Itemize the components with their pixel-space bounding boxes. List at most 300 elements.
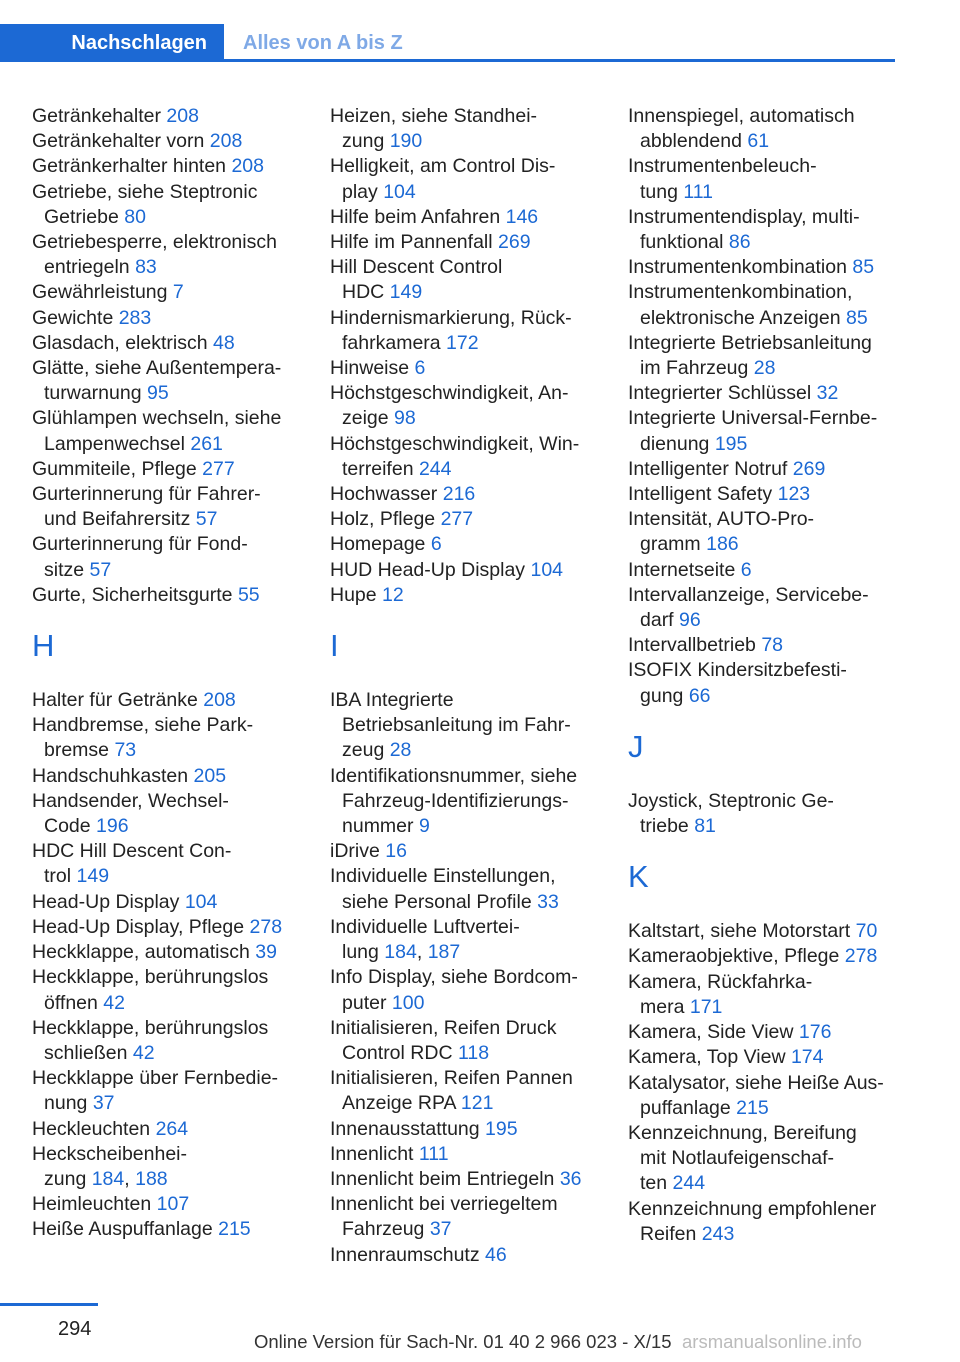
index-entry xyxy=(32,839,322,889)
index-entry-text: Heckklappe, automatisch 39 xyxy=(32,941,277,964)
page-number: 294 xyxy=(58,1318,92,1340)
index-entry-text: Hindernismarkierung, Rück‐ xyxy=(330,306,572,329)
page-link[interactable]: 244 xyxy=(418,457,452,480)
page-link[interactable]: 32 xyxy=(816,382,839,405)
index-entry-text: Holz, Pflege 277 xyxy=(330,508,474,531)
index-entry-text: Anzeige RPA 121 xyxy=(342,1092,494,1115)
index-entry-text: abblendend 61 xyxy=(640,130,770,153)
index-entry-text: ISOFIX Kindersitzbefesti‐ xyxy=(628,659,847,682)
page-link[interactable]: 36 xyxy=(559,1167,582,1190)
index-entry xyxy=(32,482,322,532)
index-entry xyxy=(330,583,620,608)
index-entry-text: Heimleuchten 107 xyxy=(32,1193,190,1216)
index-entry xyxy=(628,1197,920,1247)
page-link[interactable]: 190 xyxy=(389,130,423,153)
index-entry-text: darf 96 xyxy=(640,609,701,632)
index-entry-text: terreifen 244 xyxy=(342,457,452,480)
index-entry-text: Kameraobjektive, Pflege 278 xyxy=(628,945,878,968)
index-entry xyxy=(628,381,920,406)
page-link[interactable]: 70 xyxy=(855,920,878,943)
page-link[interactable]: 16 xyxy=(385,840,407,863)
index-entry xyxy=(330,764,620,840)
index-entry-text: Fahrzeug-Identifizierungs‐ xyxy=(342,789,569,812)
index-entry xyxy=(32,406,322,456)
index-entry xyxy=(330,864,620,914)
index-entry-text: Kennzeichnung, Bereifung xyxy=(628,1121,857,1144)
index-entry-text: HDC 149 xyxy=(342,281,423,304)
index-entry xyxy=(330,507,620,532)
page-link[interactable]: 208 xyxy=(209,130,243,153)
index-entry-text: Fahrzeug 37 xyxy=(342,1218,452,1241)
index-entry-text: Lampenwechsel 261 xyxy=(44,432,223,455)
index-entry-text: Heckklappe über Fernbedie‐ xyxy=(32,1067,279,1090)
page-link[interactable]: 57 xyxy=(89,558,112,581)
index-entry xyxy=(330,205,620,230)
index-entry xyxy=(330,432,620,482)
index-entry xyxy=(628,1121,920,1197)
index-entry-text: Gurte, Sicherheitsgurte 55 xyxy=(32,583,260,606)
page-link[interactable]: 215 xyxy=(736,1096,769,1119)
index-entry-text: Initialisieren, Reifen Pannen xyxy=(330,1067,573,1090)
index-entry-text: Innenspiegel, automatisch xyxy=(628,105,855,127)
index-entry xyxy=(330,230,620,255)
index-entry-text: Code 196 xyxy=(44,815,129,838)
index-entry-text: Gummiteile, Pflege 277 xyxy=(32,457,235,480)
page-link[interactable]: 208 xyxy=(166,105,199,127)
index-entry xyxy=(32,940,322,965)
page-link[interactable]: 205 xyxy=(193,764,227,787)
page-link[interactable]: 12 xyxy=(382,583,404,606)
index-entry-text: Instrumentenkombination, xyxy=(628,281,853,304)
index-entry-text: Kaltstart, siehe Motorstart 70 xyxy=(628,920,878,943)
index-entry-text: gung 66 xyxy=(640,684,711,707)
index-entry-text: IBA Integrierte xyxy=(330,689,454,712)
index-entry xyxy=(330,558,620,583)
index-entry xyxy=(330,381,620,431)
index-entry-text: Intervallbetrieb 78 xyxy=(628,634,784,657)
index-entry-text: lung 184, 187 xyxy=(342,941,461,964)
index-entry-text: Handschuhkasten 205 xyxy=(32,764,227,787)
index-entry-text: mera 171 xyxy=(640,995,723,1018)
index-entry xyxy=(32,129,322,154)
index-entry-text: Handsender, Wechsel‐ xyxy=(32,789,229,812)
page-link[interactable]: 42 xyxy=(103,991,125,1014)
page-link[interactable]: 278 xyxy=(844,945,878,968)
page-link[interactable]: 184 xyxy=(91,1167,125,1190)
index-entry-text: trol 149 xyxy=(44,865,110,888)
page-link[interactable]: 146 xyxy=(505,205,539,228)
index-entry-text: Integrierte Betriebsanleitung xyxy=(628,331,872,354)
page-link[interactable]: 269 xyxy=(498,231,531,254)
index-entry-text: Kamera, Side View 176 xyxy=(628,1021,832,1044)
index-entry-text: Joystick, Steptronic Ge‐ xyxy=(628,789,834,812)
index-entry-text: Instrumentenbeleuch‐ xyxy=(628,155,817,178)
index-entry xyxy=(628,104,920,154)
page-link[interactable]: 171 xyxy=(689,995,723,1018)
index-column-2 xyxy=(330,104,620,1268)
page-link[interactable]: 149 xyxy=(389,281,423,304)
index-entry xyxy=(32,532,322,582)
index-entry-text: mit Notlaufeigenschaf‐ xyxy=(640,1147,835,1170)
index-entry-text: Instrumentendisplay, multi‐ xyxy=(628,205,860,228)
index-entry xyxy=(330,1117,620,1142)
index-entry xyxy=(628,507,920,557)
page-link[interactable]: 66 xyxy=(688,684,711,707)
page-link[interactable]: 176 xyxy=(798,1021,832,1044)
index-entry-text: Hupe 12 xyxy=(330,583,404,606)
index-entry-text: play 104 xyxy=(342,180,416,203)
footer-divider xyxy=(0,1303,98,1306)
index-entry-text: sitze 57 xyxy=(44,558,112,581)
index-entry-text: Hinweise 6 xyxy=(330,357,426,380)
index-entry-text: entriegeln 83 xyxy=(44,256,157,279)
index-entry-text: Homepage 6 xyxy=(330,533,442,556)
index-entry xyxy=(628,944,920,969)
index-entry xyxy=(32,104,322,129)
index-entry-text: Heckklappe, berührungslos xyxy=(32,1016,269,1039)
index-entry xyxy=(330,915,620,965)
index-entry-text: Getränkehalter vorn 208 xyxy=(32,130,243,153)
page-link[interactable]: 123 xyxy=(777,483,811,506)
index-entry xyxy=(330,154,620,204)
index-entry-text: zeug 28 xyxy=(342,739,412,762)
index-entry xyxy=(32,230,322,280)
index-entry xyxy=(330,688,620,764)
index-entry xyxy=(628,583,920,633)
index-entry xyxy=(32,583,322,608)
page-link[interactable]: 107 xyxy=(156,1193,190,1216)
page-link[interactable]: 104 xyxy=(383,180,416,203)
index-entry xyxy=(628,970,920,1020)
page-link[interactable]: 149 xyxy=(76,865,110,888)
page-link[interactable]: 195 xyxy=(714,432,748,455)
index-entry xyxy=(32,789,322,839)
page-link[interactable]: 283 xyxy=(118,306,152,329)
index-entry-text: Glätte, siehe Außentempera‐ xyxy=(32,357,282,380)
index-entry-text: HDC Hill Descent Con‐ xyxy=(32,840,232,863)
index-entry xyxy=(32,1192,322,1217)
page-link[interactable]: 81 xyxy=(694,815,716,838)
index-entry-text: bremse 73 xyxy=(44,739,137,762)
index-entry xyxy=(32,306,322,331)
page-link[interactable]: 111 xyxy=(418,1142,449,1165)
index-entry-text: Höchstgeschwindigkeit, An‐ xyxy=(330,382,569,405)
index-entry-text: Integrierte Universal-Fernbe‐ xyxy=(628,407,878,430)
page-link[interactable]: 85 xyxy=(845,306,868,329)
page-link[interactable]: 78 xyxy=(761,634,784,657)
index-entry-text: elektronische Anzeigen 85 xyxy=(640,306,868,329)
page-link[interactable]: 80 xyxy=(124,205,146,228)
index-entry xyxy=(330,1066,620,1116)
index-entry-text: Gurterinnerung für Fahrer‐ xyxy=(32,483,261,506)
index-entry xyxy=(628,205,920,255)
index-entry xyxy=(628,406,920,456)
page-link[interactable]: 7 xyxy=(172,281,184,304)
index-entry-text: schließen 42 xyxy=(44,1041,155,1064)
page-link[interactable]: 28 xyxy=(389,739,412,762)
index-entry xyxy=(330,1167,620,1192)
index-entry xyxy=(628,482,920,507)
index-entry xyxy=(32,331,322,356)
index-entry-text: Individuelle Einstellungen, xyxy=(330,865,556,888)
index-entry-text: Innenlicht bei verriegeltem xyxy=(330,1193,558,1216)
index-entry xyxy=(32,890,322,915)
index-entry-text: Control RDC 118 xyxy=(342,1041,490,1064)
index-entry-text: Instrumentenkombination 85 xyxy=(628,256,875,279)
tab-alles-von-a-bis-z[interactable]: Alles von A bis Z xyxy=(243,31,403,54)
index-entry xyxy=(330,255,620,305)
page-link[interactable]: 6 xyxy=(414,357,426,380)
page-link[interactable]: 121 xyxy=(460,1092,494,1115)
index-entry-text: Integrierter Schlüssel 32 xyxy=(628,382,839,405)
page-link[interactable]: 244 xyxy=(672,1172,706,1195)
page-link[interactable]: 104 xyxy=(184,890,218,913)
index-entry xyxy=(330,1016,620,1066)
index-entry-text: Hilfe beim Anfahren 146 xyxy=(330,205,539,228)
index-entry-text: Intensität, AUTO-Pro‐ xyxy=(628,508,815,531)
index-entry xyxy=(32,688,322,713)
index-entry xyxy=(32,457,322,482)
index-entry xyxy=(32,180,322,230)
index-entry xyxy=(32,1117,322,1142)
index-entry xyxy=(628,919,920,944)
page-link[interactable]: 42 xyxy=(132,1041,155,1064)
page-link[interactable]: 86 xyxy=(728,231,751,254)
page-link[interactable]: 243 xyxy=(701,1222,735,1245)
index-entry xyxy=(32,713,322,763)
index-letter-heading: I xyxy=(330,628,339,664)
index-entry-text: gramm 186 xyxy=(640,533,739,556)
index-entry-text: Head-Up Display 104 xyxy=(32,890,218,913)
index-entry xyxy=(330,1192,620,1242)
page-link[interactable]: 261 xyxy=(190,432,223,455)
index-entry-text: Glühlampen wechseln, siehe xyxy=(32,407,282,430)
index-entry-text: fahrkamera 172 xyxy=(342,331,479,354)
index-entry-text: Heckscheibenhei‐ xyxy=(32,1142,188,1165)
page-link[interactable]: 187 xyxy=(427,941,461,964)
index-entry-text: funktional 86 xyxy=(640,231,751,254)
index-entry-text: Helligkeit, am Control Dis‐ xyxy=(330,155,556,178)
page-link[interactable]: 48 xyxy=(213,331,235,354)
index-entry xyxy=(628,633,920,658)
page-link[interactable]: 6 xyxy=(430,533,442,556)
index-entry-text: Heiße Auspuffanlage 215 xyxy=(32,1218,251,1241)
index-entry xyxy=(628,331,920,381)
index-entry-text: Getränkehalter 208 xyxy=(32,105,199,127)
page-link[interactable]: 46 xyxy=(485,1243,507,1266)
index-entry-text: zung 184, 188 xyxy=(44,1167,168,1190)
index-letter-heading: K xyxy=(628,859,649,895)
index-entry xyxy=(628,1071,920,1121)
index-entry xyxy=(628,789,920,839)
index-entry xyxy=(32,1016,322,1066)
page-link[interactable]: 33 xyxy=(537,890,559,913)
page-link[interactable]: 269 xyxy=(792,457,826,480)
index-entry-text: Kamera, Rückfahrka‐ xyxy=(628,970,813,993)
index-entry-text: zeige 98 xyxy=(342,407,416,430)
index-entry xyxy=(32,965,322,1015)
index-entry xyxy=(628,280,920,330)
index-entry-text: iDrive 16 xyxy=(330,840,407,863)
index-entry-text: puffanlage 215 xyxy=(640,1096,769,1119)
index-entry-text: Gurterinnerung für Fond‐ xyxy=(32,533,248,556)
index-entry xyxy=(32,154,322,179)
index-entry-text: Kennzeichnung empfohlener xyxy=(628,1197,877,1220)
index-entry xyxy=(32,1142,322,1192)
index-entry xyxy=(32,356,322,406)
page-link[interactable]: 39 xyxy=(255,941,277,964)
watermark: arsmanualsonline.info xyxy=(682,1331,862,1352)
page-link[interactable]: 184 xyxy=(384,941,417,964)
index-entry-text: siehe Personal Profile 33 xyxy=(342,890,559,913)
index-entry-text: Innenraumschutz 46 xyxy=(330,1243,507,1266)
page-link[interactable]: 57 xyxy=(195,508,218,531)
index-entry xyxy=(628,457,920,482)
tab-nachschlagen[interactable]: Nachschlagen xyxy=(0,24,224,62)
index-entry xyxy=(32,280,322,305)
index-entry xyxy=(628,1045,920,1070)
index-entry xyxy=(32,1066,322,1116)
index-entry xyxy=(330,532,620,557)
index-entry-text: Heckleuchten 264 xyxy=(32,1117,189,1140)
index-entry-text: Halter für Getränke 208 xyxy=(32,689,236,712)
index-entry xyxy=(330,306,620,356)
page-link[interactable]: 195 xyxy=(485,1117,518,1140)
page-link[interactable]: 96 xyxy=(679,609,701,632)
index-entry-text: öffnen 42 xyxy=(44,991,125,1014)
index-entry-text: Gewährleistung 7 xyxy=(32,281,184,304)
index-entry-text: und Beifahrersitz 57 xyxy=(44,508,218,531)
page-link[interactable]: 118 xyxy=(457,1041,490,1064)
index-entry-text: Heizen, siehe Standhei‐ xyxy=(330,105,538,127)
page-link[interactable]: 216 xyxy=(442,483,476,506)
page-link[interactable]: 100 xyxy=(391,991,425,1014)
index-entry xyxy=(628,558,920,583)
index-entry-text: HUD Head-Up Display 104 xyxy=(330,558,564,581)
page-link[interactable]: 98 xyxy=(394,407,416,430)
index-entry-text: Handbremse, siehe Park‐ xyxy=(32,714,254,737)
index-entry xyxy=(32,1217,322,1242)
index-entry-text: nummer 9 xyxy=(342,815,430,838)
index-entry-text: nung 37 xyxy=(44,1092,115,1115)
index-entry-text: dienung 195 xyxy=(640,432,748,455)
page-link[interactable]: 95 xyxy=(146,382,169,405)
page-link[interactable]: 215 xyxy=(218,1218,251,1241)
index-entry-text: triebe 81 xyxy=(640,815,716,838)
page-link[interactable]: 208 xyxy=(231,155,264,178)
page-link[interactable]: 55 xyxy=(237,583,260,606)
index-entry-text: Hill Descent Control xyxy=(330,256,503,279)
index-entry-text: puter 100 xyxy=(342,991,425,1014)
index-entry-text: Heckklappe, berührungslos xyxy=(32,966,269,989)
page-link[interactable]: 264 xyxy=(155,1117,189,1140)
index-entry-text: Intelligenter Notruf 269 xyxy=(628,457,826,480)
page-link[interactable]: 104 xyxy=(530,558,564,581)
index-entry-text: zung 190 xyxy=(342,130,423,153)
page-link[interactable]: 6 xyxy=(740,558,752,581)
page-link[interactable]: 278 xyxy=(249,915,283,938)
index-entry xyxy=(330,1243,620,1268)
page-link[interactable]: 73 xyxy=(114,739,137,762)
index-entry-text: Getränkerhalter hinten 208 xyxy=(32,155,264,178)
index-entry-text: Intervallanzeige, Servicebe‐ xyxy=(628,583,869,606)
page-link[interactable]: 111 xyxy=(683,180,714,203)
index-column-3 xyxy=(628,104,920,1247)
page-link[interactable]: 61 xyxy=(747,130,770,153)
index-entry xyxy=(628,658,920,708)
page-link[interactable]: 277 xyxy=(440,508,474,531)
index-entry xyxy=(628,154,920,204)
index-entry xyxy=(330,839,620,864)
index-entry-text: Individuelle Luftvertei‐ xyxy=(330,915,520,938)
header-divider xyxy=(224,59,895,62)
index-entry-text: Internetseite 6 xyxy=(628,558,752,581)
index-letter-heading: J xyxy=(628,728,644,764)
index-entry xyxy=(330,104,620,154)
index-entry xyxy=(330,356,620,381)
index-entry-text: Glasdach, elektrisch 48 xyxy=(32,331,235,354)
index-entry xyxy=(32,764,322,789)
page-link[interactable]: 208 xyxy=(203,689,236,712)
page-link[interactable]: 186 xyxy=(706,533,739,556)
index-entry-text: Innenausstattung 195 xyxy=(330,1117,518,1140)
index-entry-text: Info Display, siehe Bordcom‐ xyxy=(330,966,578,989)
index-letter-heading: H xyxy=(32,628,55,664)
index-entry-text: turwarnung 95 xyxy=(44,382,169,405)
index-entry xyxy=(330,1142,620,1167)
index-entry-text: Getriebe 80 xyxy=(44,205,146,228)
page-link[interactable]: 9 xyxy=(418,815,430,838)
index-column-1 xyxy=(32,104,322,1243)
page-link[interactable]: 174 xyxy=(790,1046,824,1069)
index-entry-text: Getriebesperre, elektronisch xyxy=(32,231,277,254)
index-entry-text: Initialisieren, Reifen Druck xyxy=(330,1016,557,1039)
index-entry-text: ten 244 xyxy=(640,1172,706,1195)
page-link[interactable]: 85 xyxy=(852,256,875,279)
index-entry-text: Innenlicht beim Entriegeln 36 xyxy=(330,1167,582,1190)
page-link[interactable]: 83 xyxy=(135,256,157,279)
index-entry-text: Hilfe im Pannenfall 269 xyxy=(330,231,531,254)
page-link[interactable]: 28 xyxy=(753,357,776,380)
page-link[interactable]: 37 xyxy=(429,1218,452,1241)
page-link[interactable]: 277 xyxy=(202,457,235,480)
index-entry-text: Gewichte 283 xyxy=(32,306,152,329)
index-entry-text: tung 111 xyxy=(640,180,714,203)
index-entry-text: im Fahrzeug 28 xyxy=(640,357,776,380)
index-entry xyxy=(628,1020,920,1045)
index-entry-text: Höchstgeschwindigkeit, Win‐ xyxy=(330,432,580,455)
index-entry-text: Kamera, Top View 174 xyxy=(628,1046,824,1069)
index-entry-text: Betriebsanleitung im Fahr‐ xyxy=(342,714,571,737)
index-entry-text: Getriebe, siehe Steptronic xyxy=(32,180,258,203)
index-entry xyxy=(330,482,620,507)
index-entry-text: Katalysator, siehe Heiße Aus‐ xyxy=(628,1071,884,1094)
index-entry-text: Identifikationsnummer, siehe xyxy=(330,764,578,787)
page-link[interactable]: 37 xyxy=(92,1092,115,1115)
index-entry xyxy=(628,255,920,280)
index-entry-text: Hochwasser 216 xyxy=(330,483,476,506)
index-entry-text: Head-Up Display, Pflege 278 xyxy=(32,915,283,938)
index-entry xyxy=(32,915,322,940)
index-entry-text: Reifen 243 xyxy=(640,1222,735,1245)
index-entry-text: Innenlicht 111 xyxy=(330,1142,449,1165)
page-link[interactable]: 188 xyxy=(135,1167,168,1190)
index-entry-text: Intelligent Safety 123 xyxy=(628,483,811,506)
page-link[interactable]: 172 xyxy=(446,331,479,354)
page-link[interactable]: 196 xyxy=(96,815,129,838)
online-version-text: Online Version für Sach-Nr. 01 40 2 966 023 - X/15 xyxy=(254,1331,672,1352)
index-entry xyxy=(330,965,620,1015)
